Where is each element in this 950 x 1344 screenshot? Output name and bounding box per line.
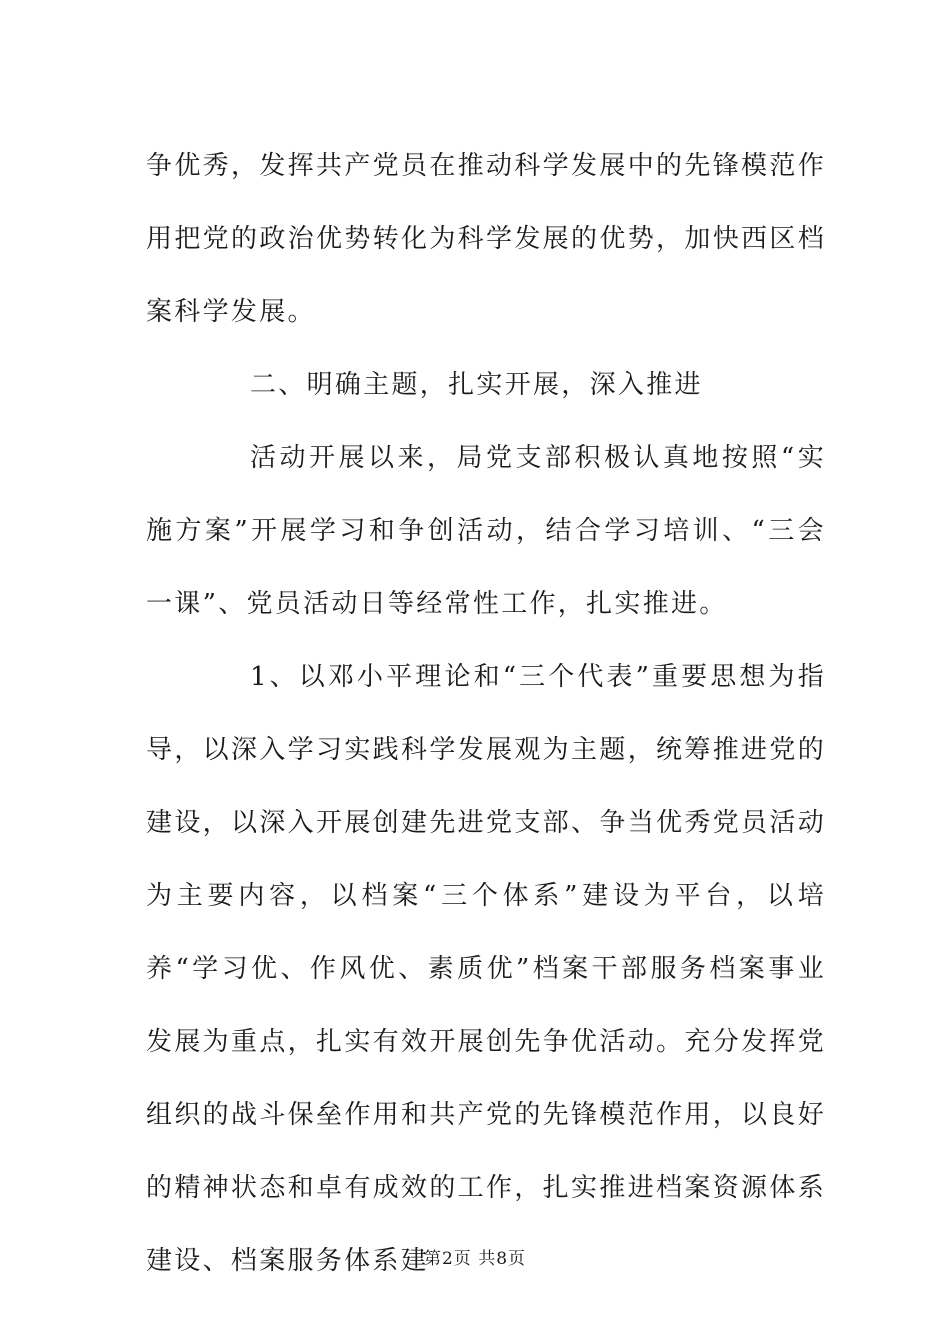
paragraph-activity-overview: 活动开展以来，局党支部积极认真地按照“实施方案”开展学习和争创活动，结合学习培训、“三会一课”、党员活动日等经常性工作，扎实推进。	[146, 443, 826, 619]
paragraph-continuation: 争优秀，发挥共产党员在推动科学发展中的先锋模范作用把党的政治优势转化为科学发展的优势，加快西区档案科学发展。	[146, 151, 826, 327]
section-heading: 二、明确主题，扎实开展，深入推进	[250, 370, 703, 400]
page-footer: 第2页 共8页	[423, 1249, 527, 1269]
paragraph-item-1: 1、以邓小平理论和“三个代表”重要思想为指导，以深入学习实践科学发展观为主题，统筹推进党的建设，以深入开展创建先进党支部、争当优秀党员活动为主要内容，以档案“三个体系”建设为平台，以培养“学习优、作风优、素质优”档案干部服务档案事业发展为重点，扎实有效开展创先争优活动。充分发挥党组织的战斗保垒作用和共产党的先锋模范作用，以良好的精神状态和卓有成效的工作，扎实推进档案资源体系建设、档案服务体系建	[146, 662, 826, 1276]
document-body	[146, 130, 826, 1298]
